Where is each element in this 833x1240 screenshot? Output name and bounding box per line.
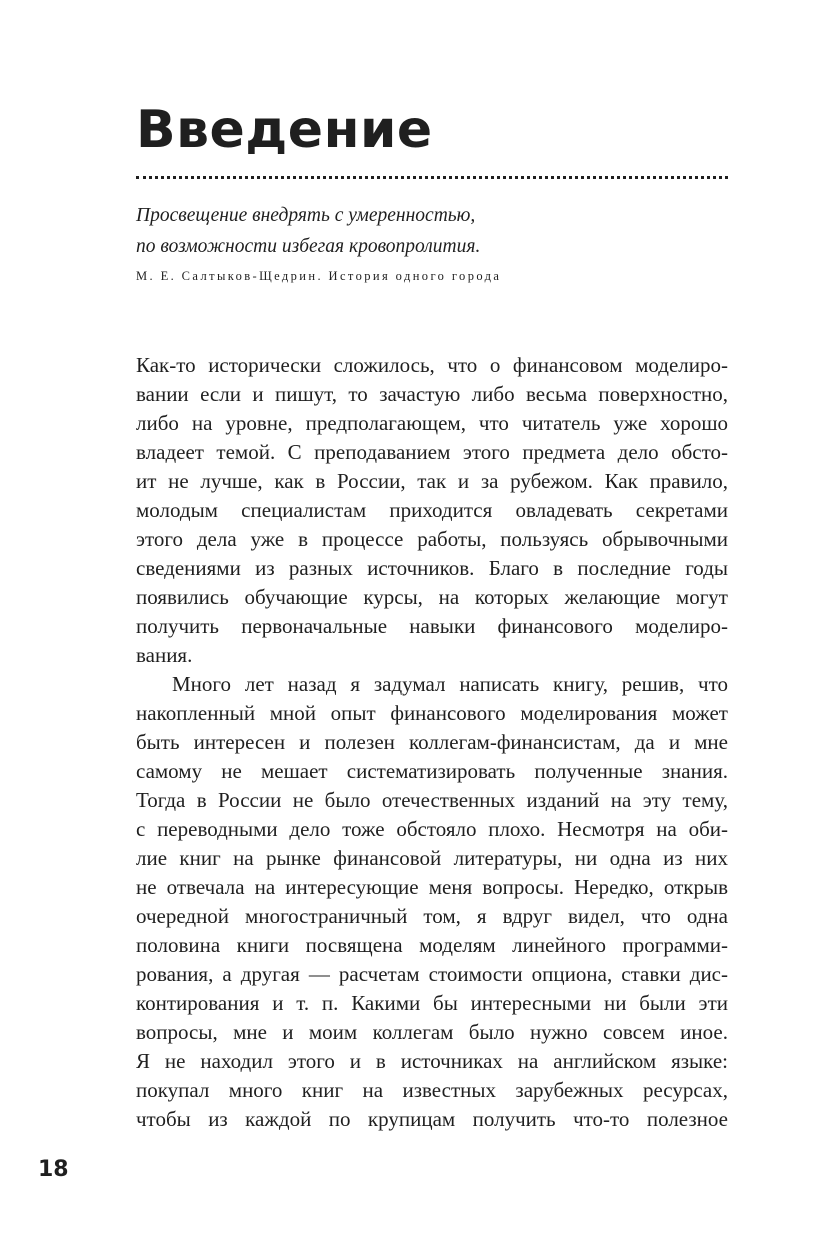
text-line: вания.	[136, 643, 193, 667]
epigraph-line: Просвещение внедрять с умеренностью,	[136, 205, 476, 226]
text-line: этого дела уже в процессе работы, пользуясь обрывочными	[136, 527, 728, 551]
text-line: Много лет назад я задумал написать книгу, решив, что	[172, 672, 728, 696]
text-line: очередной многостраничный том, я вдруг видел, что одна	[136, 904, 728, 928]
text-line: либо на уровне, предполагающем, что читатель уже хорошо	[136, 411, 728, 435]
text-line: быть интересен и полезен коллегам-финансистам, да и мне	[136, 730, 728, 754]
text-line: половина книги посвящена моделям линейного программи-	[136, 933, 728, 957]
text-line: не отвечала на интересующие меня вопросы. Нередко, открыв	[136, 875, 728, 899]
page-number: 18	[38, 1157, 69, 1182]
text-line: покупал много книг на известных зарубежных ресурсах,	[136, 1078, 728, 1102]
paragraph-1	[136, 351, 728, 670]
text-line: чтобы из каждой по крупицам получить что-то полезное	[136, 1107, 728, 1131]
text-line: лие книг на рынке финансовой литературы, ни одна из них	[136, 846, 728, 870]
text-line: рования, а другая — расчетам стоимости опциона, ставки дис-	[136, 962, 728, 986]
chapter-title: Введение	[136, 100, 433, 160]
text-line: молодым специалистам приходится овладевать секретами	[136, 498, 728, 522]
text-line: Тогда в России не было отечественных изданий на эту тему,	[136, 788, 728, 812]
text-line: вании если и пишут, то зачастую либо весьма поверхностно,	[136, 382, 728, 406]
text-line: Я не находил этого и в источниках на английском языке:	[136, 1049, 728, 1073]
text-line: ит не лучше, как в России, так и за рубежом. Как правило,	[136, 469, 728, 493]
text-line: Как-то исторически сложилось, что о финансовом моделиро-	[136, 353, 728, 377]
text-line: вопросы, мне и моим коллегам было нужно совсем иное.	[136, 1020, 728, 1044]
paragraph-2	[136, 670, 728, 1134]
epigraph-line: по возможности избегая кровопролития.	[136, 236, 481, 257]
epigraph	[136, 200, 728, 286]
body-text	[136, 351, 728, 1134]
text-line: самому не мешает систематизировать полученные знания.	[136, 759, 728, 783]
epigraph-source: М. Е. Салтыков-Щедрин. История одного города	[136, 269, 502, 283]
text-line: владеет темой. С преподаванием этого предмета дело обсто-	[136, 440, 728, 464]
text-line: получить первоначальные навыки финансового моделиро-	[136, 614, 728, 638]
text-line: появились обучающие курсы, на которых желающие могут	[136, 585, 728, 609]
text-line: с переводными дело тоже обстояло плохо. Несмотря на оби-	[136, 817, 728, 841]
text-line: контирования и т. п. Какими бы интересными ни были эти	[136, 991, 728, 1015]
dotted-divider	[136, 176, 728, 179]
text-line: сведениями из разных источников. Благо в последние годы	[136, 556, 728, 580]
text-line: накопленный мной опыт финансового моделирования может	[136, 701, 728, 725]
